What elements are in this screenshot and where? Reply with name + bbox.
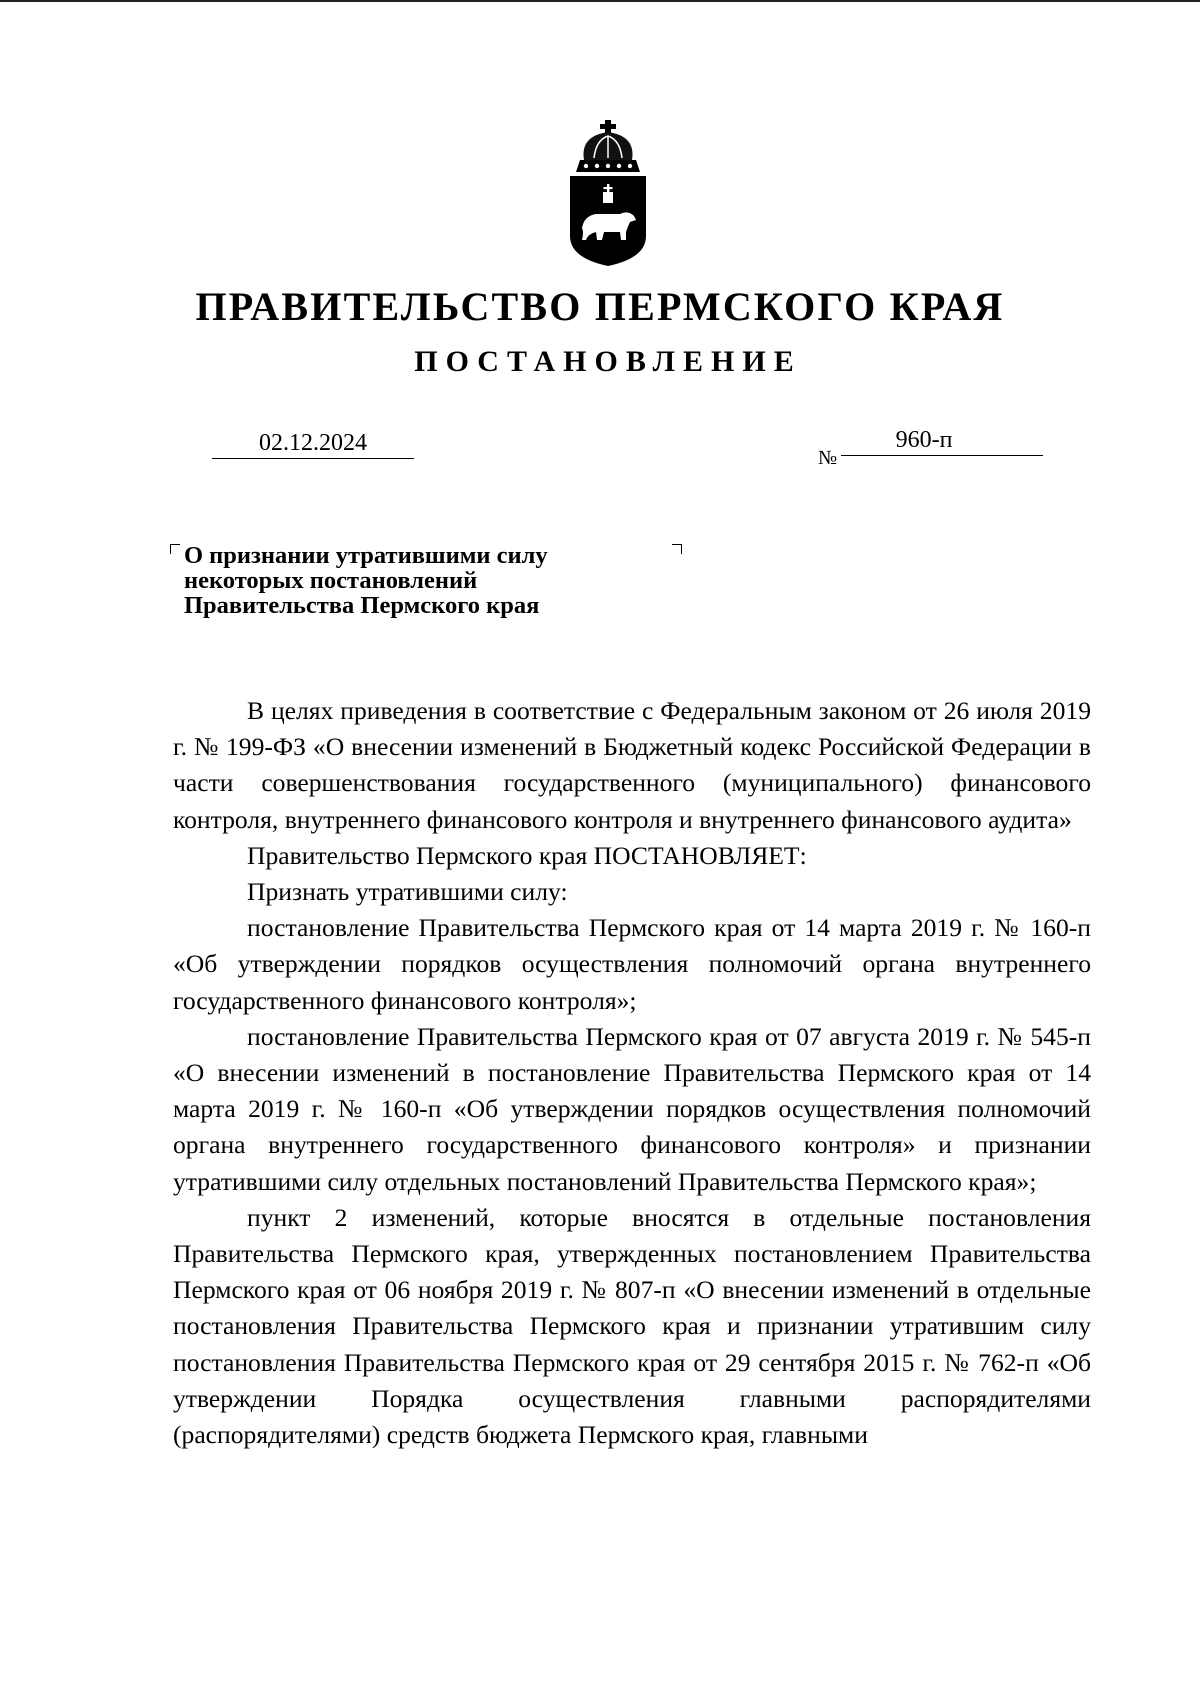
scan-top-edge [0,0,1200,2]
number-sign: № [818,447,838,469]
subject-line: О признании утратившими силу [184,542,548,569]
document-number-field [841,425,1043,456]
perm-krai-coat-of-arms-icon [566,120,650,268]
subject-line: Правительства Пермского края [184,592,540,619]
body-paragraph: пункт 2 изменений, которые вносятся в отдельные постановления Правительства Пермского края, утвержденных постановлением Правительства Пермского края от 06 ноября 2019 г. № 807-п «О внесении изменений в отдельные постановления Правительства Пермского края и признании утратившим силу постановления Правительства Пермского края от 29 сентября 2015 г. № 762-п «Об утверждении Порядка осуществления главными распорядителями (распорядителями) средств бюджета Пермского края, главными [173,1202,1091,1450]
document-subject [184,543,548,618]
subject-left-bracket [170,544,180,554]
document-body [173,693,1091,1453]
document-number: 960-п [895,427,953,453]
document-type-heading: ПОСТАНОВЛЕНИЕ [414,345,802,378]
subject-line: некоторых постановлений [184,567,478,594]
organization-title: ПРАВИТЕЛЬСТВО ПЕРМСКОГО КРАЯ [195,284,1005,329]
document-date-field [212,428,414,459]
subject-right-bracket [672,544,682,554]
document-date: 02.12.2024 [259,430,367,456]
body-paragraph: В целях приведения в соответствие с Федеральным законом от 26 июля 2019 г. № 199-ФЗ «О внесении изменений в Бюджетный кодекс Российской Федерации в части совершенствования государственного (муниципального) финансового контроля, внутреннего финансового контроля и внутреннего финансового аудита» [173,696,1091,834]
body-paragraph: постановление Правительства Пермского края от 14 марта 2019 г. № 160-п «Об утверждении порядков осуществления полномочий органа внутреннего государственного финансового контроля»; [173,913,1091,1015]
body-paragraph: постановление Правительства Пермского края от 07 августа 2019 г. № 545-п «О внесении изменений в постановление Правительства Пермского края от 14 марта 2019 г. № 160-п «Об утверждении порядков осуществления полномочий органа внутреннего государственного финансового контроля» и признании утратившими силу отдельных постановлений Правительства Пермского края»; [173,1021,1091,1196]
body-paragraph: Правительство Пермского края ПОСТАНОВЛЯЕТ: [247,840,807,870]
body-paragraph: Признать утратившими силу: [247,877,568,907]
